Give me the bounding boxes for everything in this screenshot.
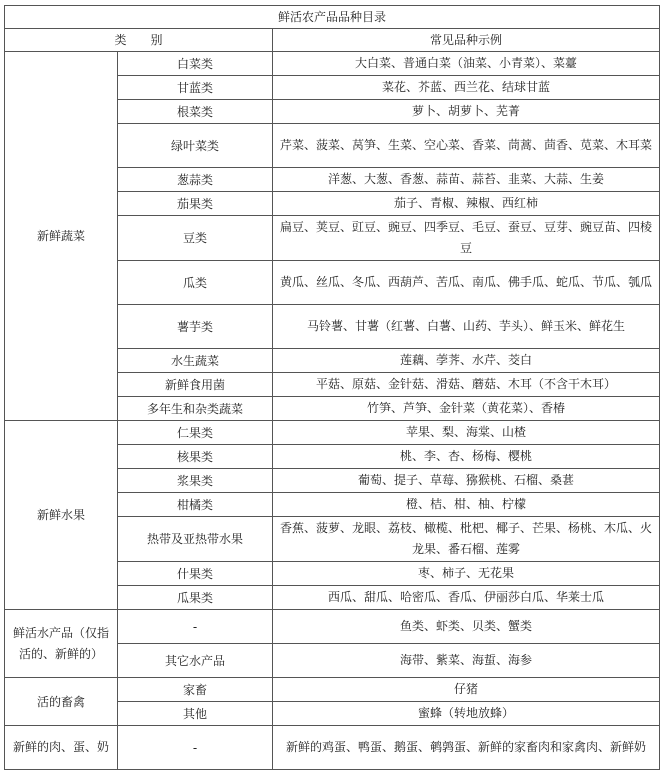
subcategory: 葱蒜类 [118, 168, 273, 192]
group-fruits: 新鲜水果 [5, 421, 118, 610]
examples: 海带、紫菜、海蜇、海参 [273, 644, 660, 678]
subcategory: 仁果类 [118, 421, 273, 445]
examples: 蜜蜂（转地放蜂） [273, 702, 660, 726]
examples: 黄瓜、丝瓜、冬瓜、西葫芦、苦瓜、南瓜、佛手瓜、蛇瓜、节瓜、瓠瓜 [273, 261, 660, 305]
examples: 枣、柿子、无花果 [273, 562, 660, 586]
subcategory: 甘蓝类 [118, 76, 273, 100]
subcategory: - [118, 610, 273, 644]
examples: 马铃薯、甘薯（红薯、白薯、山药、芋头）、鲜玉米、鲜花生 [273, 305, 660, 349]
subcategory: 白菜类 [118, 52, 273, 76]
table-title: 鲜活农产品品种目录 [5, 6, 660, 29]
subcategory: 茄果类 [118, 192, 273, 216]
examples: 苹果、梨、海棠、山楂 [273, 421, 660, 445]
subcategory: 水生蔬菜 [118, 349, 273, 373]
examples: 竹笋、芦笋、金针菜（黄花菜）、香椿 [273, 397, 660, 421]
examples: 茄子、青椒、辣椒、西红柿 [273, 192, 660, 216]
subcategory: 豆类 [118, 216, 273, 261]
subcategory: 瓜果类 [118, 586, 273, 610]
subcategory: 其他 [118, 702, 273, 726]
subcategory: 多年生和杂类蔬菜 [118, 397, 273, 421]
examples: 菜花、芥蓝、西兰花、结球甘蓝 [273, 76, 660, 100]
subcategory: 柑橘类 [118, 493, 273, 517]
examples: 鱼类、虾类、贝类、蟹类 [273, 610, 660, 644]
subcategory: 核果类 [118, 445, 273, 469]
examples: 仔猪 [273, 678, 660, 702]
subcategory: 其它水产品 [118, 644, 273, 678]
subcategory: - [118, 726, 273, 770]
group-fresh-meat-egg-milk: 新鲜的肉、蛋、奶 [5, 726, 118, 770]
subcategory: 薯芋类 [118, 305, 273, 349]
examples: 芹菜、菠菜、莴笋、生菜、空心菜、香菜、茼蒿、茴香、苋菜、木耳菜 [273, 124, 660, 168]
subcategory: 新鲜食用菌 [118, 373, 273, 397]
subcategory: 绿叶菜类 [118, 124, 273, 168]
group-vegetables: 新鲜蔬菜 [5, 52, 118, 421]
examples: 莲藕、荸荠、水芹、茭白 [273, 349, 660, 373]
examples: 葡萄、提子、草莓、猕猴桃、石榴、桑葚 [273, 469, 660, 493]
examples: 桃、李、杏、杨梅、樱桃 [273, 445, 660, 469]
examples: 萝卜、胡萝卜、芜菁 [273, 100, 660, 124]
examples: 新鲜的鸡蛋、鸭蛋、鹅蛋、鹌鹑蛋、新鲜的家畜肉和家禽肉、新鲜奶 [273, 726, 660, 770]
examples: 大白菜、普通白菜（油菜、小青菜）、菜薹 [273, 52, 660, 76]
examples: 香蕉、菠萝、龙眼、荔枝、橄榄、枇杷、椰子、芒果、杨桃、木瓜、火龙果、番石榴、莲雾 [273, 517, 660, 562]
examples: 橙、桔、柑、柚、柠檬 [273, 493, 660, 517]
header-examples: 常见品种示例 [273, 29, 660, 52]
group-aquatic: 鲜活水产品（仅指活的、新鲜的） [5, 610, 118, 678]
subcategory: 浆果类 [118, 469, 273, 493]
catalog-table [4, 5, 660, 770]
group-livestock: 活的畜禽 [5, 678, 118, 726]
subcategory: 根菜类 [118, 100, 273, 124]
examples: 西瓜、甜瓜、哈密瓜、香瓜、伊丽莎白瓜、华莱士瓜 [273, 586, 660, 610]
header-category: 类 别 [5, 29, 273, 52]
subcategory: 热带及亚热带水果 [118, 517, 273, 562]
subcategory: 什果类 [118, 562, 273, 586]
examples: 洋葱、大葱、香葱、蒜苗、蒜苔、韭菜、大蒜、生姜 [273, 168, 660, 192]
examples: 扁豆、荚豆、豇豆、豌豆、四季豆、毛豆、蚕豆、豆芽、豌豆苗、四棱豆 [273, 216, 660, 261]
subcategory: 家畜 [118, 678, 273, 702]
subcategory: 瓜类 [118, 261, 273, 305]
examples: 平菇、原菇、金针菇、滑菇、蘑菇、木耳（不含干木耳） [273, 373, 660, 397]
